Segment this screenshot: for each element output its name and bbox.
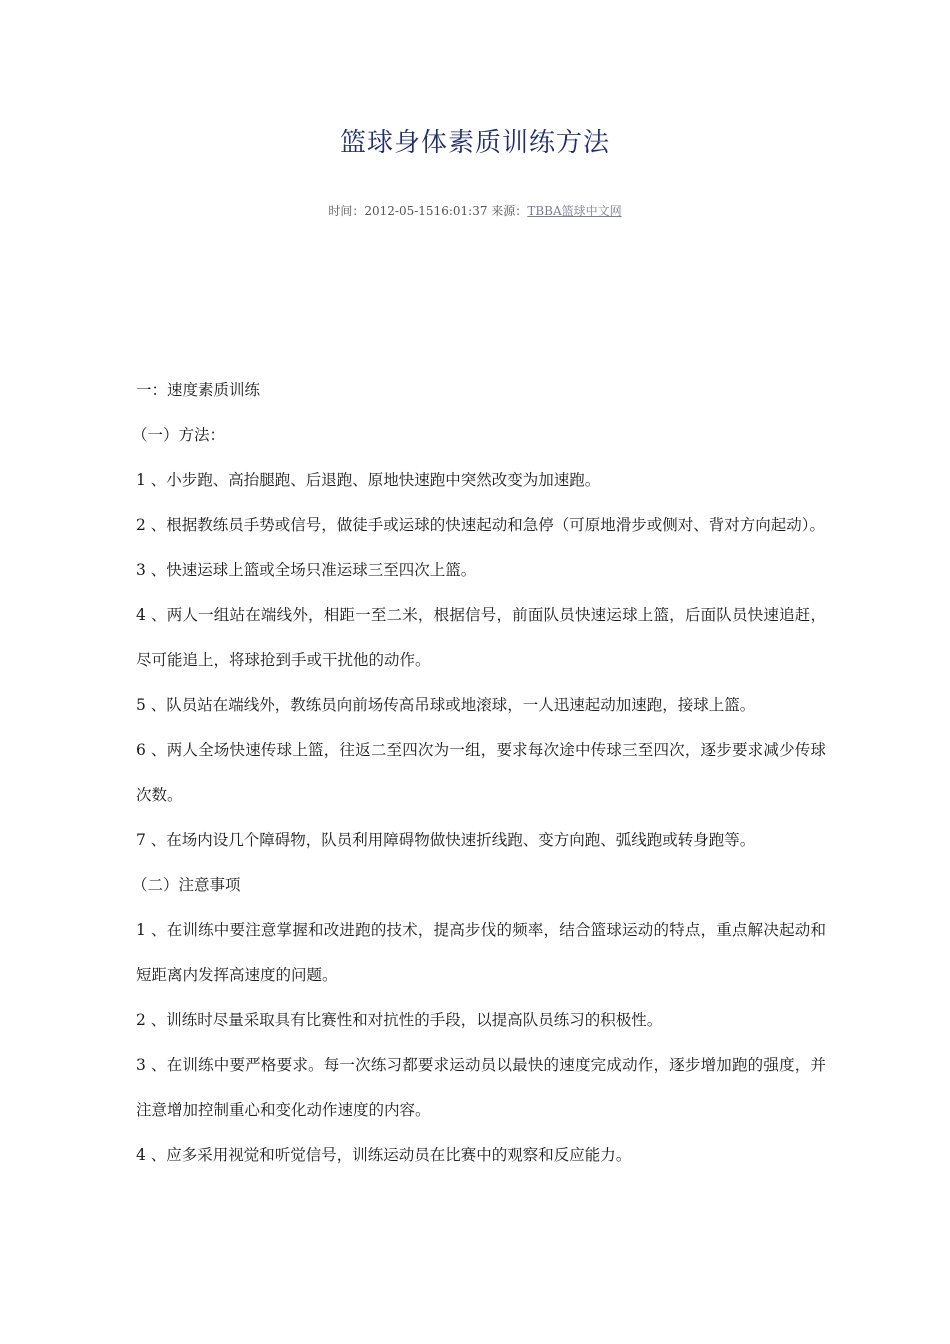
source-link[interactable]: TBBA篮球中文网 <box>527 204 622 218</box>
article-body <box>132 368 826 1178</box>
method-item-5: 5 、队员站在端线外，教练员向前场传高吊球或地滚球，一人迅速起动加速跑，接球上篮。 <box>136 696 756 714</box>
method-item-6: 6 、两人全场快速传球上篮，往返二至四次为一组，要求每次途中传球三至四次，逐步要求减少传球次数。 <box>136 741 826 804</box>
page-title: 篮球身体素质训练方法 <box>339 128 610 158</box>
method-item-3: 3 、快速运球上篮或全场只准运球三至四次上篮。 <box>136 561 477 579</box>
method-item-4: 4 、两人一组站在端线外，相距一至二米，根据信号，前面队员快速运球上篮，后面队员快速追赶，尽可能追上，将球抢到手或干扰他的动作。 <box>136 606 826 669</box>
section-heading: 一：速度素质训练 <box>136 381 261 399</box>
methods-heading: （一）方法： <box>132 426 226 444</box>
source-label: 来源： <box>491 204 528 218</box>
note-item-2: 2 、训练时尽量采取具有比赛性和对抗性的手段，以提高队员练习的积极性。 <box>136 1011 663 1029</box>
note-item-4: 4 、应多采用视觉和听觉信号，训练运动员在比赛中的观察和反应能力。 <box>136 1146 632 1164</box>
note-item-1: 1 、在训练中要注意掌握和改进跑的技术，提高步伐的频率，结合篮球运动的特点，重点解决起动和短距离内发挥高速度的问题。 <box>136 921 826 984</box>
method-item-1: 1 、小步跑、高抬腿跑、后退跑、原地快速跑中突然改变为加速跑。 <box>136 471 601 489</box>
method-item-7: 7 、在场内设几个障碍物，队员利用障碍物做快速折线跑、变方向跑、弧线跑或转身跑等。 <box>136 831 756 849</box>
time-label: 时间： <box>328 204 365 218</box>
article-meta <box>0 202 950 219</box>
time-value: 2012-05-1516:01:37 <box>364 204 488 218</box>
notes-heading: （二）注意事项 <box>132 876 241 894</box>
note-item-3: 3 、在训练中要严格要求。每一次练习都要求运动员以最快的速度完成动作，逐步增加跑的强度，并注意增加控制重心和变化动作速度的内容。 <box>136 1056 826 1119</box>
method-item-2: 2 、根据教练员手势或信号，做徒手或运球的快速起动和急停（可原地滑步或侧对、背对方向起动）。 <box>136 516 826 534</box>
